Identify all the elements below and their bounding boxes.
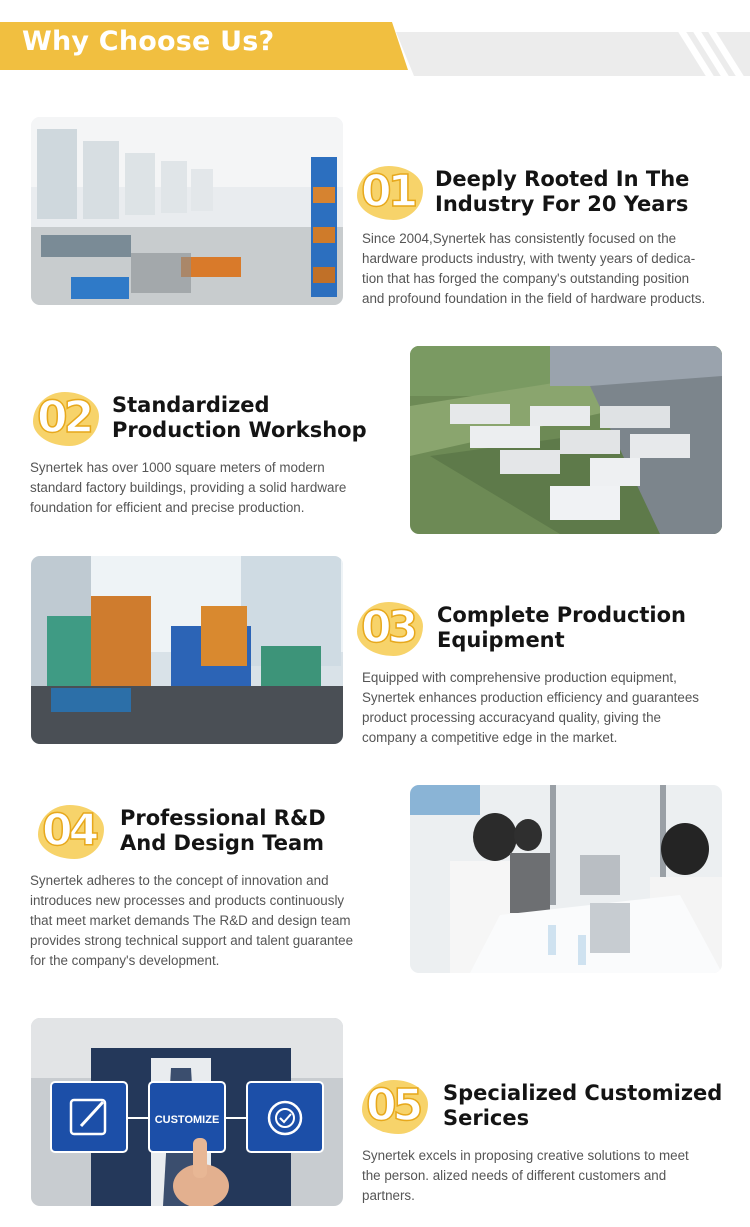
heading-line: Equipment (437, 628, 565, 652)
body-line: Synertek adheres to the concept of innovation and (30, 873, 329, 888)
body-line: company a competitive edge in the market. (362, 730, 618, 745)
section-body (30, 871, 400, 971)
number-badge-04 (38, 803, 106, 863)
body-line: standard factory buildings, providing a solid hardware (30, 480, 347, 495)
section-body (30, 458, 390, 518)
badge-number: 04 (42, 805, 96, 856)
design-team-photo (410, 785, 722, 973)
body-line: product processing accuracyand quality, giving the (362, 710, 661, 725)
heading-line: Professional R&D (120, 806, 326, 830)
number-badge-03 (357, 600, 425, 660)
heading-line: Standardized (112, 393, 270, 417)
heading-line: Production Workshop (112, 418, 367, 442)
section-heading (443, 1081, 722, 1131)
section-body (362, 668, 742, 748)
page-title: Why Choose Us? (22, 26, 275, 57)
body-line: provides strong technical support and talent guarantee (30, 933, 354, 948)
heading-line: Specialized Customized (443, 1081, 723, 1105)
number-badge-01 (357, 164, 425, 224)
body-line: Equipped with comprehensive production equipment, (362, 670, 677, 685)
customize-image-label: CUSTOMIZE (154, 1114, 220, 1126)
section-heading (112, 393, 367, 443)
heading-line: Complete Production (437, 603, 687, 627)
heading-line: Deeply Rooted In The (435, 167, 690, 191)
section-heading (120, 806, 326, 856)
badge-number: 03 (361, 602, 415, 653)
body-line: hardware products industry, with twenty years of dedica- (362, 251, 696, 266)
production-equipment-photo (31, 556, 343, 744)
body-line: the person. alized needs of different customers and (362, 1168, 667, 1183)
body-line: Synertek has over 1000 square meters of modern (30, 460, 325, 475)
body-line: foundation for efficient and precise production. (30, 500, 305, 515)
badge-number: 05 (366, 1080, 420, 1131)
badge-number: 02 (37, 392, 91, 443)
number-badge-02 (33, 390, 101, 450)
section-header-banner (0, 22, 750, 76)
heading-line: Serices (443, 1106, 530, 1130)
section-heading (437, 603, 686, 653)
body-line: Since 2004,Synertek has consistently focused on the (362, 231, 677, 246)
heading-line: Industry For 20 Years (435, 192, 689, 216)
section-body (362, 229, 742, 309)
badge-number: 01 (361, 166, 415, 217)
body-line: tion that has forged the company's outstanding position (362, 271, 690, 286)
factory-interior-photo (31, 117, 343, 305)
body-line: partners. (362, 1188, 415, 1203)
body-line: Synertek excels in proposing creative solutions to meet (362, 1148, 689, 1163)
section-heading (435, 167, 689, 217)
heading-line: And Design Team (120, 831, 325, 855)
body-line: for the company's development. (30, 953, 220, 968)
factory-aerial-photo (410, 346, 722, 534)
body-line: Synertek enhances production efficiency and guarantees (362, 690, 699, 705)
body-line: that meet market demands The R&D and design team (30, 913, 351, 928)
number-badge-05 (362, 1078, 430, 1138)
customize-service-photo (31, 1018, 343, 1206)
body-line: and profound foundation in the field of hardware products. (362, 291, 706, 306)
body-line: introduces new processes and products continuously (30, 893, 345, 908)
section-body (362, 1146, 742, 1206)
